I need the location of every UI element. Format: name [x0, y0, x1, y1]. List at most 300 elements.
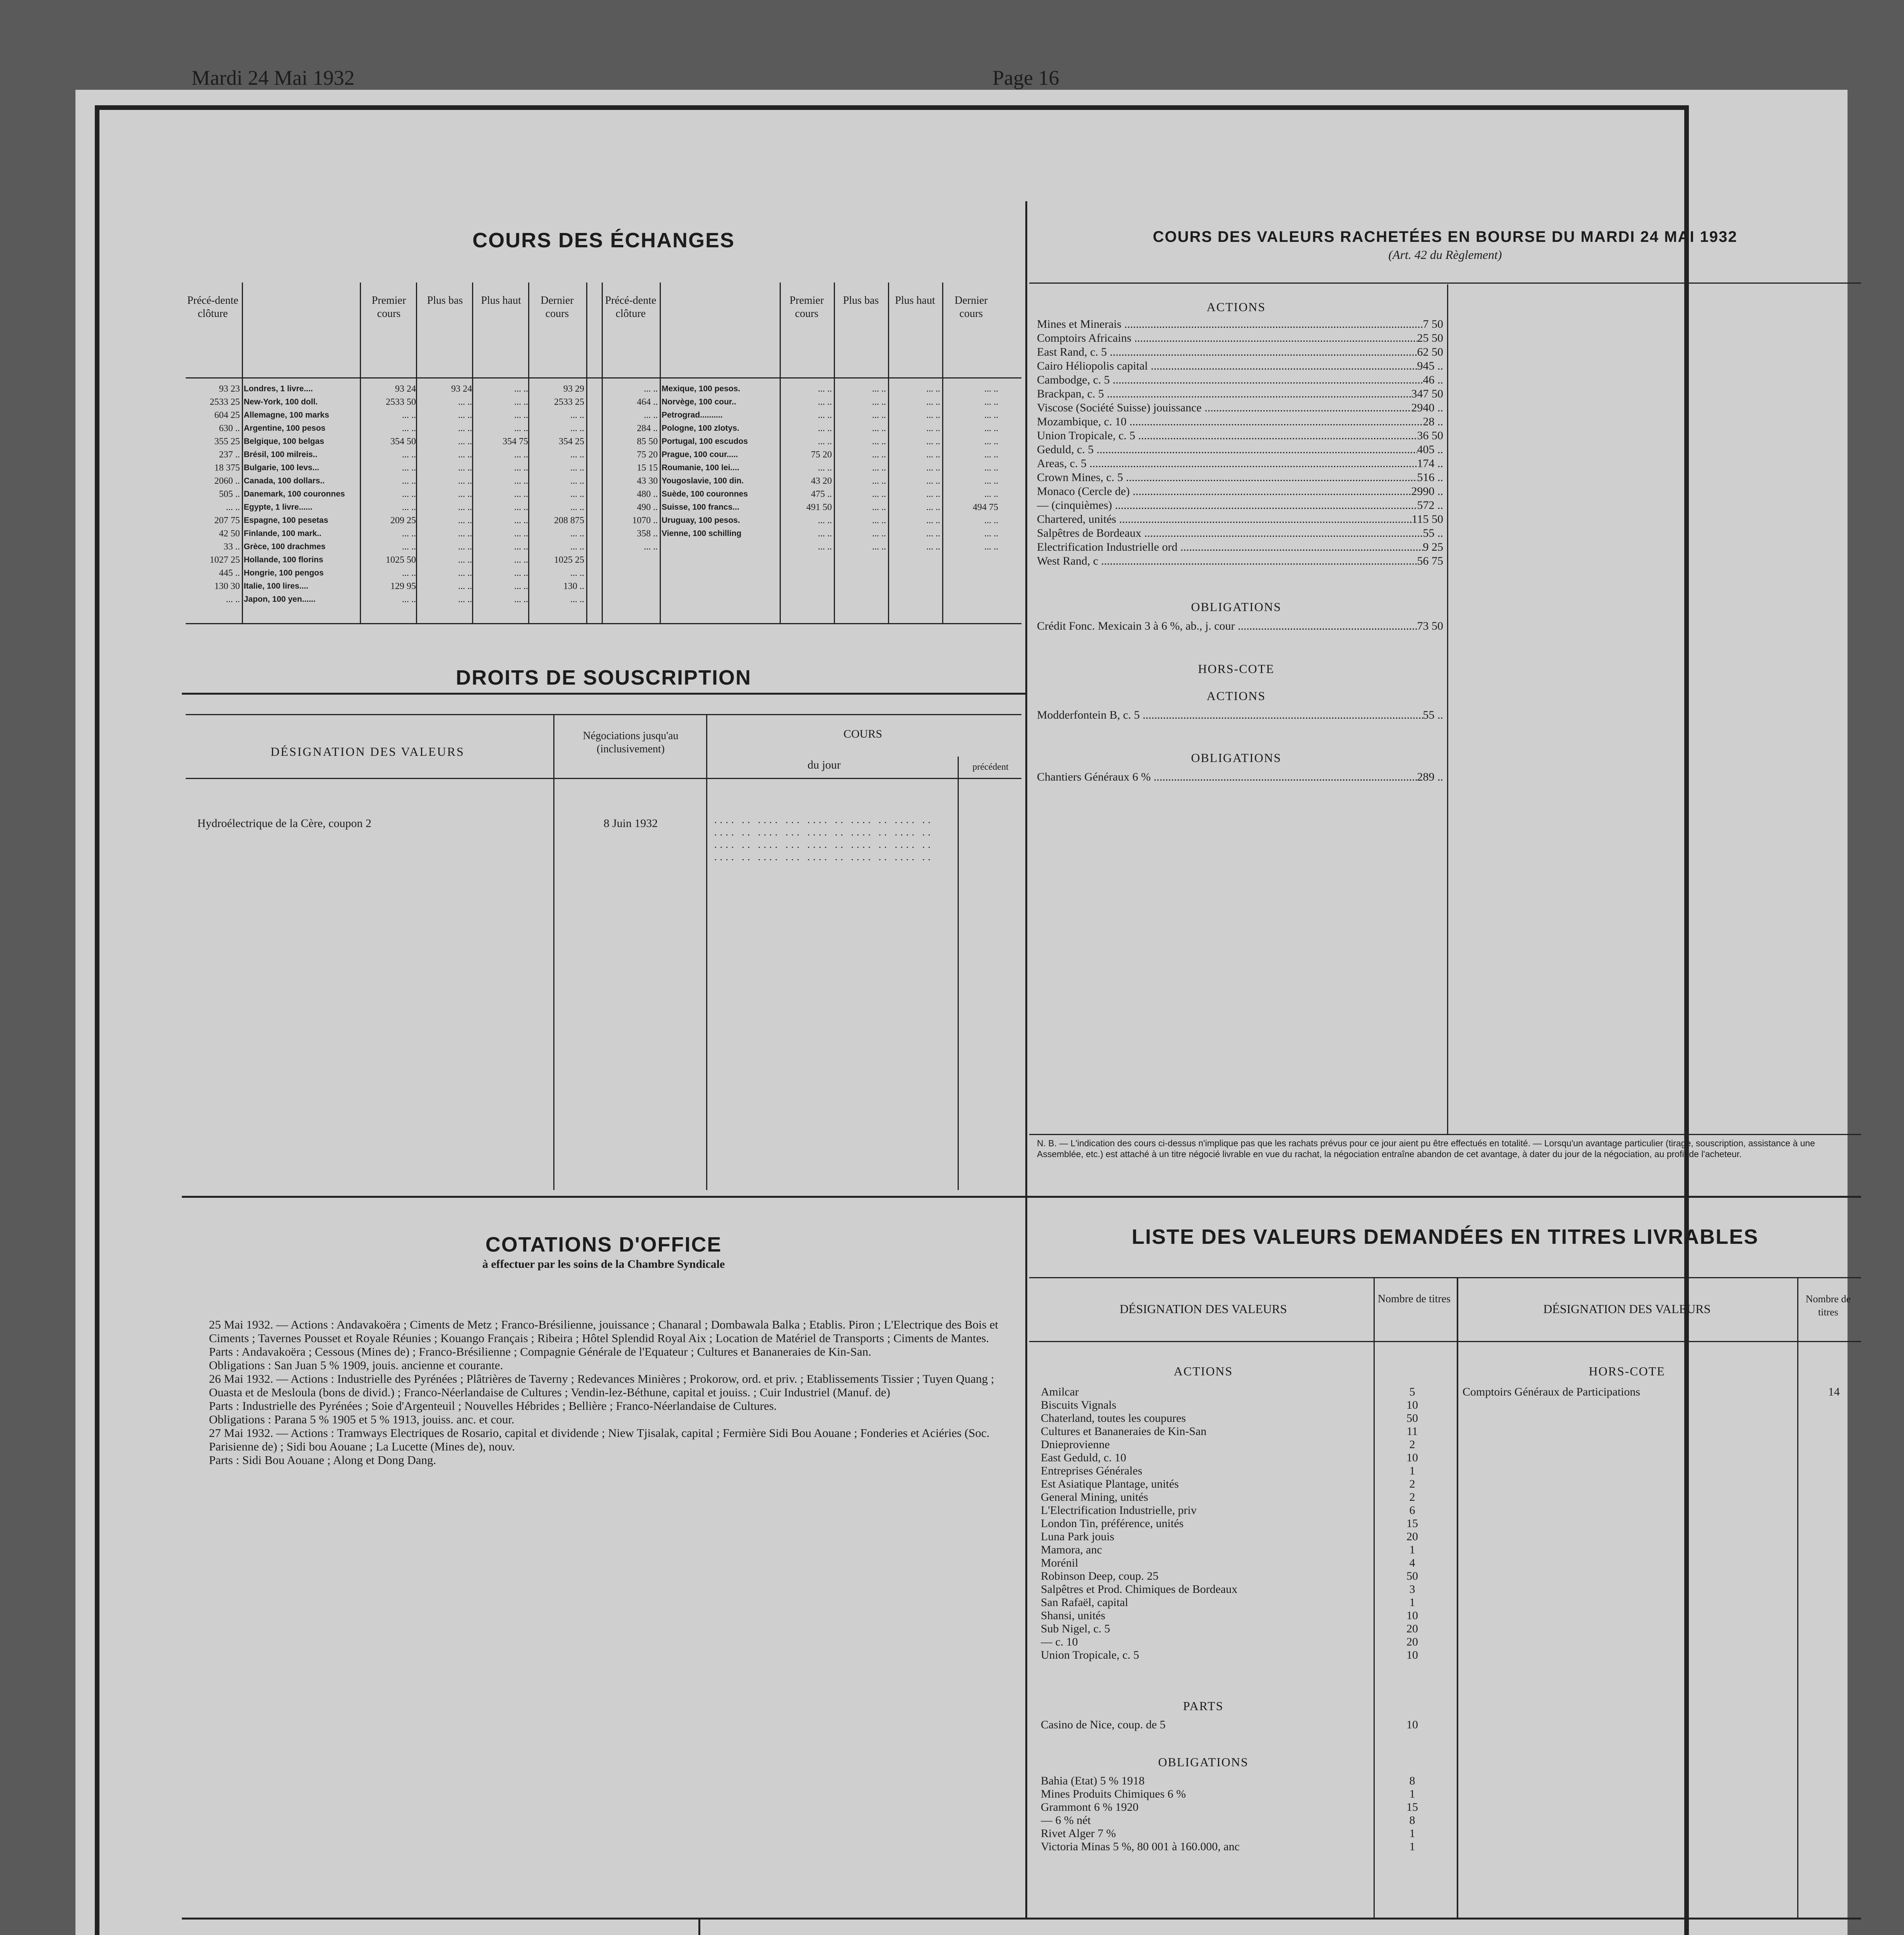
liste-row-name: Est Asiatique Plantage, unités: [1041, 1478, 1179, 1490]
rachetees-action-row-value: 25 50: [1417, 332, 1443, 344]
liste-row-name: Bahia (Etat) 5 % 1918: [1041, 1774, 1145, 1787]
rachetees-action-row-value: 9 25: [1423, 541, 1443, 553]
changes-col-line: [360, 283, 361, 623]
change-premier-r: ... ..: [818, 463, 832, 473]
change-prev: 33 ..: [224, 542, 240, 552]
rachetees-hc-obligation-row-name: Chantiers Généraux 6 % .....: [1037, 770, 1417, 784]
change-prev: 207 75: [214, 515, 240, 526]
rachetees-action-row: [1037, 415, 1443, 429]
rachetees-action-row: [1037, 485, 1443, 498]
change-dernier: 354 25: [559, 437, 584, 447]
liste-row-name: Entreprises Générales: [1041, 1464, 1143, 1477]
rachetees-action-row-name: Brackpan, c. 5 .....: [1037, 387, 1411, 401]
droits-col-line-2: [706, 714, 707, 1190]
col-premier: Premier cours: [371, 295, 406, 320]
page-number: Page 16: [992, 66, 1059, 89]
rachetees-action-row: [1037, 471, 1443, 485]
change-plus-bas-r: ... ..: [872, 423, 886, 433]
change-currency: Espagne, 100 pesetas: [244, 516, 328, 525]
change-plus-bas: ... ..: [458, 463, 472, 473]
change-plus-haut-r: ... ..: [926, 502, 940, 512]
rachetees-action-row-name: Salpêtres de Bordeaux .....: [1037, 526, 1423, 540]
change-dernier: 1025 25: [554, 555, 584, 565]
rachetees-action-row-value: 347 50: [1411, 387, 1443, 400]
cotations-title: COTATIONS D'OFFICE: [485, 1233, 722, 1256]
rachetees-action-row-value: 56 75: [1417, 555, 1443, 567]
change-plus-bas: 93 24: [451, 384, 472, 394]
changes-col-line: [586, 283, 587, 623]
change-currency: Brésil, 100 milreis..: [244, 450, 318, 459]
change-plus-haut: ... ..: [514, 502, 528, 512]
rachetees-action-row: [1037, 443, 1443, 457]
rachetees-nb: N. B. — L'indication des cours ci-dessus n'implique pas que les rachats prévus pour ce jour aient pu être effectués en totalité. — Lorsqu'un avantage particulier (tirage, souscription, assistance à une Assemblée, etc.) est attaché à un titre négocié livrable en vue du rachat, la négociation entraîne abandon de cet avantage, à dater du jour de la négociation, au profit de l'acheteur.: [1037, 1138, 1815, 1159]
change-dernier: ... ..: [570, 529, 584, 539]
rachetees-action-row-name: Union Tropicale, c. 5 .....: [1037, 429, 1417, 443]
rachetees-action-row: [1037, 345, 1443, 359]
col-plus-haut-right: Plus haut: [895, 295, 935, 307]
change-prev-r: 284 ..: [637, 423, 658, 433]
rachetees-action-row-value: 572 ..: [1417, 499, 1443, 512]
rachetees-action-row: [1037, 540, 1443, 554]
liste-row-count: 10: [1406, 1649, 1418, 1661]
liste-row-count: 1: [1409, 1464, 1415, 1477]
rachetees-hc-obligations-list: [1037, 770, 1443, 784]
liste-row-count: 4: [1409, 1557, 1415, 1569]
changes-col-line: [602, 283, 603, 623]
change-premier: 93 24: [395, 384, 416, 394]
change-premier-r: ... ..: [818, 410, 832, 420]
rachetees-action-row-value: 945 ..: [1417, 360, 1443, 372]
change-currency-r: Norvège, 100 cour..: [662, 397, 736, 406]
col-plus-bas: Plus bas: [427, 295, 463, 307]
change-dernier-r: ... ..: [984, 384, 998, 394]
liste-row-count: 11: [1406, 1425, 1418, 1438]
change-plus-bas-r: ... ..: [872, 450, 886, 460]
liste-row-count: 50: [1406, 1412, 1418, 1425]
liste-row-count: 1: [1409, 1596, 1415, 1609]
liste-row-name: San Rafaël, capital: [1041, 1596, 1128, 1609]
liste-row-count: 10: [1406, 1451, 1418, 1464]
change-currency: Danemark, 100 couronnes: [244, 490, 345, 498]
liste-actions-label: ACTIONS: [1174, 1364, 1233, 1378]
col-premier-right: Premier cours: [789, 295, 824, 320]
change-premier-r: ... ..: [818, 529, 832, 539]
change-prev: 445 ..: [219, 568, 240, 578]
rachetees-obligation-row-value: 73 50: [1417, 620, 1443, 632]
liste-row-count: 5: [1409, 1385, 1415, 1398]
liste-row-count: 20: [1406, 1530, 1418, 1543]
change-dernier: ... ..: [570, 423, 584, 433]
cotations-p8: Parts : Sidi Bou Aouane ; Along et Dong Dang.: [209, 1453, 436, 1467]
change-dernier-r: ... ..: [984, 489, 998, 499]
rachetees-action-row: [1037, 512, 1443, 526]
changes-col-line: [888, 283, 889, 623]
change-plus-bas: ... ..: [458, 568, 472, 578]
cotations-p4: 26 Mai 1932. — Actions : Industrielle des Pyrénées ; Plâtrières de Taverny ; Redevances Minières ; Prokorow, ord. et priv. ; Etablissements Tissier ; Tuyen Quang ; Ouasta et de Mesloula (bons de divid.) ; Franco-Néerlandaise de Cultures ; Vendin-lez-Béthune, capital et jouiss. ; Cuir Industriel (Manuf. de): [209, 1372, 994, 1399]
change-currency-r: Prague, 100 cour.....: [662, 450, 738, 459]
rachetees-action-row: [1037, 401, 1443, 415]
change-plus-bas-r: ... ..: [872, 542, 886, 552]
change-currency: Hollande, 100 florins: [244, 555, 323, 564]
cotations-p3: Obligations : San Juan 5 % 1909, jouis. ancienne et courante.: [209, 1358, 503, 1372]
droits-col-designation: DÉSIGNATION DES VALEURS: [270, 745, 465, 759]
droits-title: DROITS DE SOUSCRIPTION: [455, 666, 752, 689]
change-premier: ... ..: [402, 489, 416, 499]
change-dernier: ... ..: [570, 542, 584, 552]
rachetees-action-row: [1037, 373, 1443, 387]
change-premier-r: ... ..: [818, 384, 832, 394]
change-currency-r: Uruguay, 100 pesos.: [662, 516, 740, 525]
liste-row-count: 2: [1409, 1491, 1415, 1503]
rachetees-action-row: [1037, 457, 1443, 471]
droits-col-jour: du jour: [807, 759, 841, 771]
liste-row-count: 3: [1409, 1583, 1415, 1596]
change-plus-bas-r: ... ..: [872, 397, 886, 407]
col-dernier-right: Dernier cours: [955, 295, 988, 320]
droits-col-precedent: précédent: [972, 762, 1009, 772]
change-plus-bas: ... ..: [458, 594, 472, 604]
liste-rule-head: [1029, 1341, 1861, 1342]
liste-row-count: 6: [1409, 1504, 1415, 1517]
rachetees-hc-actions-label: ACTIONS: [1206, 689, 1266, 703]
change-premier-r: ... ..: [818, 515, 832, 526]
change-plus-haut: ... ..: [514, 397, 528, 407]
change-dernier: 130 ..: [563, 581, 584, 591]
changes-bottom-rule: [186, 623, 1021, 624]
liste-row-count: 20: [1406, 1635, 1418, 1648]
droits-rule-top: [186, 714, 1021, 715]
liste-row-name: Comptoirs Généraux de Participations: [1463, 1385, 1641, 1398]
change-dernier-r: ... ..: [984, 437, 998, 447]
liste-row-name: Mamora, anc: [1041, 1543, 1102, 1556]
change-prev-r: ... ..: [644, 542, 658, 552]
change-plus-haut-r: ... ..: [926, 397, 940, 407]
liste-row-name: Dnieprovienne: [1041, 1438, 1110, 1451]
change-prev: 604 25: [214, 410, 240, 420]
change-plus-haut: ... ..: [514, 450, 528, 460]
change-prev-r: 464 ..: [637, 397, 658, 407]
change-currency-r: Yougoslavie, 100 din.: [662, 476, 744, 485]
change-dernier: ... ..: [570, 594, 584, 604]
rachetees-action-row-value: 36 50: [1417, 429, 1443, 442]
change-plus-bas: ... ..: [458, 555, 472, 565]
change-dernier-r: ... ..: [984, 423, 998, 433]
rachetees-actions-list: [1037, 317, 1443, 568]
change-currency-r: Vienne, 100 schilling: [662, 529, 742, 538]
liste-row-count: 10: [1406, 1609, 1418, 1622]
rachetees-action-row-name: Comptoirs Africains .....: [1037, 331, 1417, 345]
rachetees-hc-obligations-label: OBLIGATIONS: [1191, 751, 1281, 765]
droits-col-cours: COURS: [843, 728, 883, 740]
change-prev: 93 23: [219, 384, 240, 394]
droits-col-line-1: [553, 714, 554, 1190]
liste-row-name: — c. 10: [1041, 1635, 1078, 1648]
rachetees-action-row: [1037, 331, 1443, 345]
rachetees-hc-action-row-value: 55 ..: [1423, 709, 1443, 721]
rachetees-obligations-list: [1037, 619, 1443, 633]
change-dernier-r: ... ..: [984, 529, 998, 539]
rachetees-title: COURS DES VALEURS RACHETÉES EN BOURSE DU MARDI 24 MAI 1932: [1153, 228, 1738, 245]
change-prev: 355 25: [214, 437, 240, 447]
droits-col-line-3: [958, 757, 959, 1190]
change-prev: 1027 25: [210, 555, 240, 565]
liste-row-name: General Mining, unités: [1041, 1491, 1148, 1503]
change-plus-haut-r: ... ..: [926, 463, 940, 473]
change-currency: Allemagne, 100 marks: [244, 411, 329, 420]
change-prev: 2533 25: [210, 397, 240, 407]
rachetees-action-row-name: Electrification Industrielle ord .....: [1037, 540, 1423, 554]
change-plus-haut: ... ..: [514, 568, 528, 578]
rachetees-actions-label: ACTIONS: [1206, 300, 1266, 314]
divider-top-middle: [182, 1196, 1861, 1198]
cotations-subtitle: à effectuer par les soins de la Chambre Syndicale: [482, 1258, 725, 1271]
change-dernier-r: ... ..: [984, 397, 998, 407]
change-dernier: 93 29: [563, 384, 584, 394]
change-currency: Grèce, 100 drachmes: [244, 542, 326, 551]
cotations-p5: Parts : Industrielle des Pyrénées ; Soie d'Argenteuil ; Nouvelles Hébrides ; Bellière ; Franco-Néerlandaise de Cultures.: [209, 1399, 777, 1413]
rachetees-action-row-name: Mines et Minerais .....: [1037, 317, 1423, 331]
liste-row-count: 10: [1406, 1718, 1418, 1731]
rachetees-action-row-name: Viscose (Société Suisse) jouissance .....: [1037, 401, 1411, 415]
rachetees-hc-action-row-name: Modderfontein B, c. 5 .....: [1037, 708, 1423, 722]
column-divider-middle: [1025, 1198, 1027, 1918]
change-plus-haut-r: ... ..: [926, 542, 940, 552]
liste-row-name: Shansi, unités: [1041, 1609, 1105, 1622]
droits-rule-head: [186, 778, 1021, 779]
col-dernier: Dernier cours: [541, 295, 574, 320]
changes-header-rule: [186, 377, 1021, 378]
change-plus-haut-r: ... ..: [926, 529, 940, 539]
liste-row-name: Casino de Nice, coup. de 5: [1041, 1718, 1166, 1731]
rachetees-action-row: [1037, 526, 1443, 540]
rachetees-action-row: [1037, 554, 1443, 568]
change-dernier-r: ... ..: [984, 542, 998, 552]
change-plus-haut-r: ... ..: [926, 476, 940, 486]
change-plus-haut: ... ..: [514, 463, 528, 473]
change-plus-bas-r: ... ..: [872, 476, 886, 486]
liste-row-name: Morénil: [1041, 1557, 1078, 1569]
rachetees-rule: [1029, 283, 1861, 284]
change-plus-bas-r: ... ..: [872, 529, 886, 539]
change-prev: 505 ..: [219, 489, 240, 499]
change-premier: 129 95: [390, 581, 416, 591]
rachetees-obligations-label: OBLIGATIONS: [1191, 600, 1281, 614]
changes-col-line: [834, 283, 835, 623]
liste-row-name: Biscuits Vignals: [1041, 1399, 1117, 1411]
rachetees-action-row-name: Crown Mines, c. 5 .....: [1037, 471, 1417, 485]
rachetees-nb-rule: [1029, 1134, 1861, 1135]
liste-hors-cote-label: HORS-COTE: [1589, 1364, 1665, 1378]
change-dernier-r: ... ..: [984, 410, 998, 420]
change-prev-r: 15 15: [637, 463, 658, 473]
change-plus-haut-r: ... ..: [926, 437, 940, 447]
changes-col-line: [942, 283, 943, 623]
change-dernier: ... ..: [570, 489, 584, 499]
changes-col-line: [472, 283, 473, 623]
rachetees-action-row-value: 174 ..: [1417, 457, 1443, 470]
rachetees-action-row: [1037, 387, 1443, 401]
change-plus-bas-r: ... ..: [872, 410, 886, 420]
liste-parts-label: PARTS: [1183, 1699, 1224, 1713]
rachetees-action-row-name: Monaco (Cercle de) .....: [1037, 485, 1411, 498]
liste-row-count: 1: [1409, 1543, 1415, 1556]
change-premier: ... ..: [402, 476, 416, 486]
change-dernier: ... ..: [570, 410, 584, 420]
rachetees-hc-obligation-row-value: 289 ..: [1417, 771, 1443, 783]
liste-row-name: Amilcar: [1041, 1385, 1079, 1398]
change-prev: 130 30: [214, 581, 240, 591]
col-plus-haut: Plus haut: [481, 295, 521, 307]
change-plus-bas: ... ..: [458, 410, 472, 420]
rachetees-action-row-value: 115 50: [1411, 513, 1443, 526]
change-premier: ... ..: [402, 410, 416, 420]
change-plus-haut: ... ..: [514, 542, 528, 552]
liste-row-name: Robinson Deep, coup. 25: [1041, 1570, 1159, 1582]
liste-row-name: Victoria Minas 5 %, 80 001 à 160.000, anc: [1041, 1840, 1240, 1853]
rachetees-action-row-value: 2940 ..: [1411, 401, 1443, 414]
change-prev: 18 375: [214, 463, 240, 473]
change-currency: New-York, 100 doll.: [244, 397, 318, 406]
rachetees-obligation-row-name: Crédit Fonc. Mexicain 3 à 6 %, ab., j. cour .....: [1037, 619, 1417, 633]
change-plus-haut-r: ... ..: [926, 450, 940, 460]
col-prev-right: Précé-dente clôture: [605, 295, 657, 320]
rachetees-action-row-value: 62 50: [1417, 346, 1443, 358]
change-prev-r: 43 30: [637, 476, 658, 486]
change-plus-haut-r: ... ..: [926, 423, 940, 433]
change-plus-haut-r: ... ..: [926, 489, 940, 499]
liste-row-name: — 6 % nét: [1041, 1814, 1091, 1827]
rachetees-action-row: [1037, 317, 1443, 331]
change-premier: ... ..: [402, 542, 416, 552]
liste-row-name: Mines Produits Chimiques 6 %: [1041, 1788, 1186, 1800]
change-prev-r: 1070 ..: [632, 515, 658, 526]
liste-row-name: Luna Park jouis: [1041, 1530, 1114, 1543]
droits-row-date: 8 Juin 1932: [603, 817, 658, 830]
change-premier: ... ..: [402, 529, 416, 539]
col-prev: Précé-dente clôture: [187, 295, 239, 320]
change-premier: 209 25: [390, 515, 416, 526]
change-currency-r: Pologne, 100 zlotys.: [662, 424, 739, 433]
change-dernier-r: 494 75: [973, 502, 998, 512]
rachetees-action-row-value: 2990 ..: [1411, 485, 1443, 498]
change-currency: Belgique, 100 belgas: [244, 437, 324, 446]
rachetees-hc-action-row: [1037, 708, 1443, 722]
liste-row-name: Salpêtres et Prod. Chimiques de Bordeaux: [1041, 1583, 1238, 1596]
change-plus-bas: ... ..: [458, 489, 472, 499]
liste-row-count: 1: [1409, 1827, 1415, 1840]
rachetees-action-row-value: 405 ..: [1417, 443, 1443, 456]
change-dernier-r: ... ..: [984, 450, 998, 460]
change-premier-r: ... ..: [818, 397, 832, 407]
change-currency: Bulgarie, 100 levs...: [244, 463, 319, 472]
change-plus-haut: ... ..: [514, 384, 528, 394]
change-currency: Londres, 1 livre....: [244, 384, 313, 393]
change-plus-bas: ... ..: [458, 515, 472, 526]
liste-line-3: [1797, 1277, 1798, 1918]
change-currency-r: Petrograd..........: [662, 411, 723, 420]
change-plus-bas: ... ..: [458, 542, 472, 552]
change-prev-r: ... ..: [644, 410, 658, 420]
liste-row-name: Sub Nigel, c. 5: [1041, 1622, 1110, 1635]
change-dernier: ... ..: [570, 502, 584, 512]
liste-row-name: London Tin, préférence, unités: [1041, 1517, 1184, 1530]
rachetees-action-row-name: Areas, c. 5 .....: [1037, 457, 1417, 471]
rachetees-inner-line: [1447, 284, 1448, 1134]
change-currency-r: Suède, 100 couronnes: [662, 490, 748, 498]
change-plus-haut-r: ... ..: [926, 515, 940, 526]
divider-middle-bottom: [182, 1918, 1861, 1920]
column-divider-bottom: [698, 1920, 700, 1935]
liste-row-count: 8: [1409, 1814, 1415, 1827]
change-dernier-r: ... ..: [984, 515, 998, 526]
cotations-text: [209, 1318, 1014, 1467]
change-plus-bas-r: ... ..: [872, 515, 886, 526]
rachetees-action-row: [1037, 359, 1443, 373]
changes-col-line: [416, 283, 417, 623]
droits-row-dots: ···· ·· ···· ··· ···· ·· ···· ·· ···· ·· ···· ·· ···· ··· ···· ·· ···· ·· ···· ·· ···· ·· ···· ··· ···· ·· ···· ·· ···· ·· ···· ·· ···· ··· ···· ·· ···· ·· ···· ··: [714, 817, 933, 865]
change-prev-r: 85 50: [637, 437, 658, 447]
rachetees-action-row: [1037, 498, 1443, 512]
liste-row-count: 1: [1409, 1788, 1415, 1800]
change-premier: ... ..: [402, 568, 416, 578]
page-frame: [95, 105, 1689, 1935]
liste-title: LISTE DES VALEURS DEMANDÉES EN TITRES LIVRABLES: [1131, 1225, 1759, 1248]
rachetees-action-row-name: Geduld, c. 5 .....: [1037, 443, 1417, 457]
liste-row-name: Chaterland, toutes les coupures: [1041, 1412, 1186, 1425]
change-prev-r: 358 ..: [637, 529, 658, 539]
change-plus-bas: ... ..: [458, 476, 472, 486]
changes-col-line: [242, 283, 243, 623]
change-currency-r: Suisse, 100 francs...: [662, 503, 739, 512]
change-premier: 1025 50: [386, 555, 416, 565]
rachetees-hc-actions-list: [1037, 708, 1443, 722]
liste-col-designation: DÉSIGNATION DES VALEURS: [1119, 1302, 1287, 1316]
change-plus-haut: ... ..: [514, 529, 528, 539]
liste-row-count: 10: [1406, 1399, 1418, 1411]
change-plus-bas: ... ..: [458, 450, 472, 460]
rachetees-action-row-name: Cairo Héliopolis capital .....: [1037, 359, 1417, 373]
change-currency: Egypte, 1 livre......: [244, 503, 313, 512]
change-plus-haut: 354 75: [503, 437, 528, 447]
change-currency-r: Portugal, 100 escudos: [662, 437, 748, 446]
change-plus-bas-r: ... ..: [872, 463, 886, 473]
change-premier-r: ... ..: [818, 542, 832, 552]
liste-row-name: Cultures et Bananeraies de Kin-San: [1041, 1425, 1207, 1438]
rachetees-action-row-name: — (cinquièmes) .....: [1037, 498, 1417, 512]
liste-row-count: 2: [1409, 1438, 1415, 1451]
liste-col-designation-2: DÉSIGNATION DES VALEURS: [1543, 1302, 1711, 1316]
rachetees-hors-cote-label: HORS-COTE: [1198, 662, 1274, 676]
rachetees-action-row-name: Cambodge, c. 5 .....: [1037, 373, 1423, 387]
rachetees-action-row: [1037, 429, 1443, 443]
change-prev: 630 ..: [219, 423, 240, 433]
change-plus-haut: ... ..: [514, 410, 528, 420]
change-premier: ... ..: [402, 502, 416, 512]
liste-row-count: 1: [1409, 1840, 1415, 1853]
liste-row-name: L'Electrification Industrielle, priv: [1041, 1504, 1197, 1517]
liste-row-name: East Geduld, c. 10: [1041, 1451, 1126, 1464]
cotations-p1: 25 Mai 1932. — Actions : Andavakoëra ; Ciments de Metz ; Franco-Brésilienne, jouissance ; Chanaral ; Dombawala Balka ; Etablis. Piron ; L'Electrique des Bois et Ciments ; Tavernes Pousset et Royale Réunies ; Kouango Français ; Ribeira ; Hôtel Splendid Royal Aix ; Location de Matériel de Transports ; Ciments de Mantes.: [209, 1318, 998, 1345]
liste-row-count: 8: [1409, 1774, 1415, 1787]
liste-row-name: Grammont 6 % 1920: [1041, 1801, 1139, 1813]
rachetees-obligation-row: [1037, 619, 1443, 633]
changes-col-line: [528, 283, 529, 623]
change-plus-bas-r: ... ..: [872, 437, 886, 447]
rachetees-action-row-name: Mozambique, c. 10 .....: [1037, 415, 1423, 429]
liste-rule-top: [1029, 1277, 1861, 1278]
change-premier: ... ..: [402, 423, 416, 433]
changes-col-line: [780, 283, 781, 623]
